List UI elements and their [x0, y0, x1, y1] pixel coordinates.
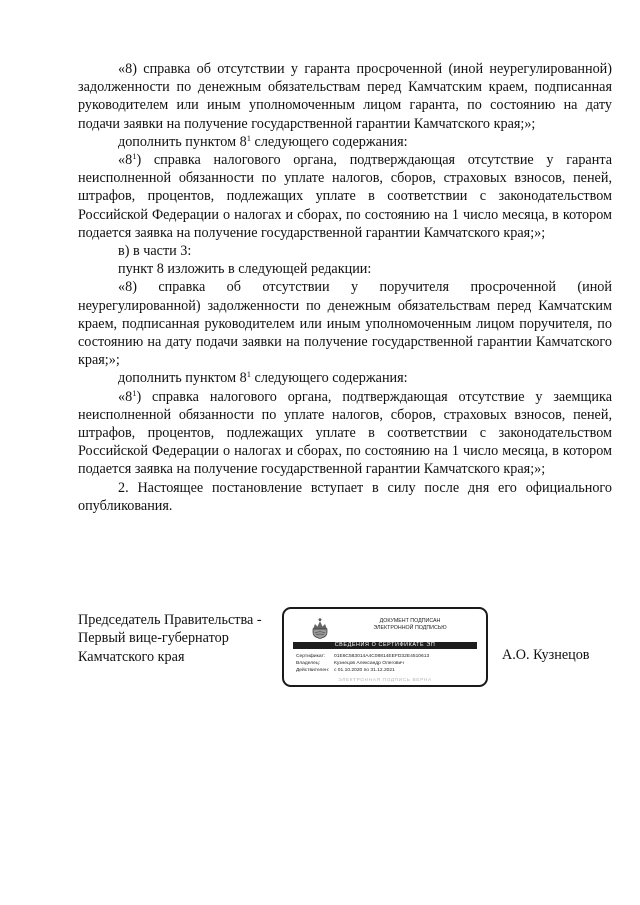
certificate-details [296, 653, 429, 675]
paragraph-item-8-1-guarantor-tax [78, 151, 612, 242]
signer-title-line: Первый вице-губернатор [78, 630, 229, 647]
superscript: 1 [246, 132, 251, 143]
validity-row [296, 667, 429, 674]
validity-label: Действителен: [296, 668, 330, 674]
owner-row [296, 660, 429, 667]
superscript: 1 [246, 369, 251, 380]
signer-title-line: Председатель Правительства - [78, 612, 262, 628]
superscript: 1 [132, 387, 137, 398]
signer-title-line: Камчатского края [78, 648, 185, 665]
kamchatka-coat-of-arms-icon [311, 617, 329, 639]
paragraph-add-item-8-1-guarantor [78, 133, 612, 151]
text-fragment: следующего содержания: [250, 133, 408, 150]
superscript: 1 [132, 151, 137, 162]
paragraph-add-item-8-1-borrower [78, 369, 612, 387]
owner-value: Кузнецов Александр Олегович [334, 661, 404, 667]
stamp-footer: ЭЛЕКТРОННАЯ ПОДПИСЬ ВЕРНА [338, 678, 432, 683]
paragraph-item-8-surety-debt: «8) справка об отсутствии у поручителя просроченной (иной неурегулированной) задолженности по денежным обязательствам перед Камчатским краем, подписанная руководителем или иным уполномоченным лицом поручителя, по состоянию на дату подачи заявки на получение государственной гарантии Камчатского края;»; [78, 279, 612, 369]
text-fragment: «8 [118, 152, 133, 169]
document-body [78, 60, 612, 515]
stamp-header-line: ЭЛЕКТРОННОЙ ПОДПИСЬЮ [373, 625, 447, 631]
text-fragment: ) справка налогового органа, подтверждающая отсутствие у гаранта неисполненной обязанности по уплате налогов, сборов, страховых взносов, пеней, штрафов, процентов, подлежащих уплате в соответствии с законодательством Российской Федерации о налогах и сборах, по состоянию на 1 число месяца, в котором подается заявка на получение государственной гарантии Камчатского края;»; [78, 152, 612, 241]
certificate-value: 01E6C583014A4C08814EEFD32E4510613 [334, 654, 430, 659]
certificate-label: Сертификат: [296, 654, 326, 659]
text-fragment: ) справка налогового органа, подтверждающая отсутствие у заемщика неисполненной обязанности по уплате налогов, сборов, страховых взносов, пеней, штрафов, процентов, подлежащих уплате в соответствии с законодательством Российской Федерации о налогах и сборах, по состоянию на 1 число месяца, в котором подается заявка на получение государственной гарантии Камчатского края;»; [78, 388, 612, 478]
text-fragment: дополнить пунктом 8 [118, 133, 247, 150]
text-fragment: «8 [118, 388, 133, 405]
signer-title [78, 611, 262, 666]
paragraph-item-8-new-edition: пункт 8 изложить в следующей редакции: [118, 261, 372, 278]
text-fragment: следующего содержания: [250, 370, 408, 387]
owner-label: Владелец: [296, 661, 320, 667]
stamp-header-line: ДОКУМЕНТ ПОДПИСАН [379, 618, 441, 624]
signer-name: А.О. Кузнецов [502, 647, 590, 663]
paragraph-entry-into-force: 2. Настоящее постановление вступает в силу после дня его официального опубликования. [78, 479, 612, 514]
text-fragment: дополнить пунктом 8 [118, 370, 247, 387]
paragraph-item-8-1-borrower-tax [78, 388, 612, 479]
certificate-row [296, 653, 429, 660]
paragraph-part-3: в) в части 3: [118, 243, 192, 260]
validity-value: с 01.10.2020 по 31.12.2021 [334, 668, 395, 674]
paragraph-item-8-guarantor-debt: «8) справка об отсутствии у гаранта просроченной (иной неурегулированной) задолженности по денежным обязательствам перед Камчатским краем, подписанная руководителем или иным уполномоченным лицом гаранта, по состоянию на дату подачи заявки на получение государственной гарантии Камчатского края;»; [78, 61, 612, 132]
stamp-header [340, 618, 480, 632]
electronic-signature-stamp [282, 607, 488, 687]
certificate-info-bar: СВЕДЕНИЯ О СЕРТИФИКАТЕ ЭП [293, 642, 477, 649]
